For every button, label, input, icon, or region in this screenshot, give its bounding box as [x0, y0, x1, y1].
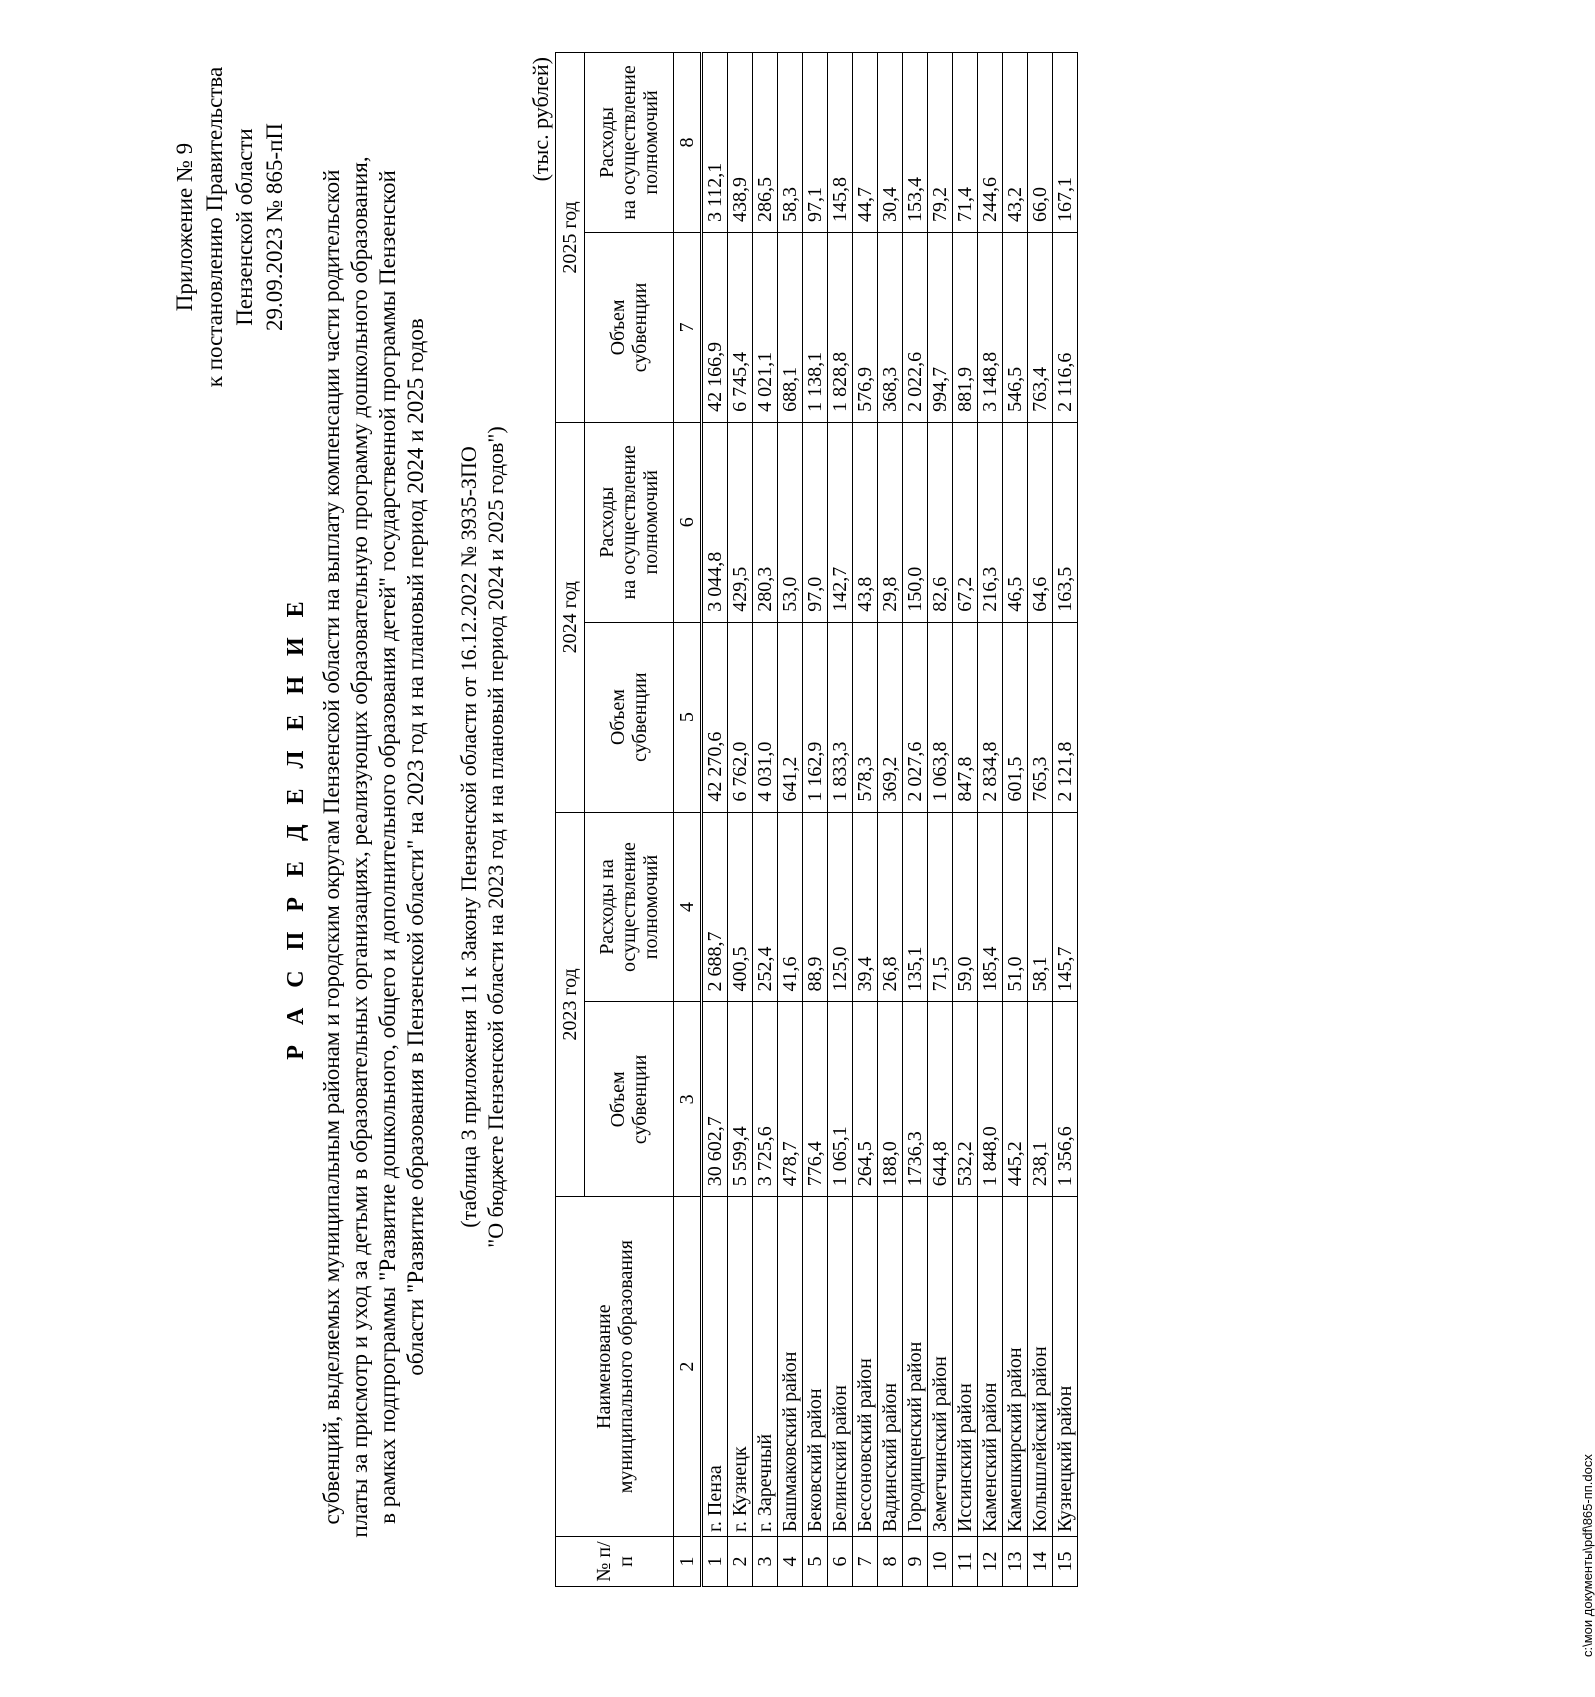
table-row — [903, 53, 928, 1587]
municipality-name: Белинский район — [828, 1197, 853, 1537]
subvention-2024: 1 833,3 — [828, 622, 853, 812]
row-number: 8 — [878, 1537, 903, 1587]
expenses-2024: 163,5 — [1053, 422, 1078, 622]
expenses-2025: 79,2 — [928, 53, 953, 233]
subvention-2025: 368,3 — [878, 232, 903, 422]
subtitle-line: платы за присмотр и уход за детьми в образовательных организациях, реализующих образовательную программу дошкольного образования, — [347, 156, 372, 1538]
column-index: 4 — [674, 812, 702, 1002]
municipality-name: г. Кузнецк — [728, 1197, 753, 1537]
table-row — [953, 53, 978, 1587]
row-number: 15 — [1053, 1537, 1078, 1587]
subvention-2024: 578,3 — [853, 622, 878, 812]
expenses-2025: 145,8 — [828, 53, 853, 233]
subvention-2025: 763,4 — [1028, 232, 1053, 422]
subvention-2023: 1 848,0 — [978, 1002, 1003, 1197]
subtitle-line: субвенций, выделяемых муниципальным районам и городским округам Пензенской области на выплату компенсации части родительской — [319, 169, 344, 1525]
subvention-2023: 188,0 — [878, 1002, 903, 1197]
expenses-2025: 244,6 — [978, 53, 1003, 233]
expenses-2024: 64,6 — [1028, 422, 1053, 622]
subvention-2023: 478,7 — [778, 1002, 803, 1197]
expenses-2023: 59,0 — [953, 812, 978, 1002]
subvention-2025: 2 116,6 — [1053, 232, 1078, 422]
header-text: субвенции — [629, 282, 651, 373]
expenses-2024: 29,8 — [878, 422, 903, 622]
expenses-2023: 51,0 — [1003, 812, 1028, 1002]
header-year-2024: 2024 год — [556, 422, 585, 812]
header-text: на осуществление — [618, 445, 640, 600]
expenses-2024: 429,5 — [728, 422, 753, 622]
subvention-2025: 2 022,6 — [903, 232, 928, 422]
subvention-2023: 1736,3 — [903, 1002, 928, 1197]
expenses-2023: 39,4 — [853, 812, 878, 1002]
expenses-2025: 58,3 — [778, 53, 803, 233]
expenses-2024: 97,0 — [803, 422, 828, 622]
expenses-2024: 150,0 — [903, 422, 928, 622]
column-index: 7 — [674, 232, 702, 422]
subvention-2024: 2 834,8 — [978, 622, 1003, 812]
header-expenses-2024 — [585, 422, 674, 622]
header-text: Расходы — [596, 486, 618, 558]
expenses-2023: 26,8 — [878, 812, 903, 1002]
row-number: 10 — [928, 1537, 953, 1587]
subvention-2023: 5 599,4 — [728, 1002, 753, 1197]
subvention-2023: 238,1 — [1028, 1002, 1053, 1197]
header-text: полномочий — [640, 470, 662, 575]
header-text: Объем — [607, 1071, 629, 1128]
document-heading: Р А С П Р Е Д Е Л Е Н И Е — [283, 594, 309, 1060]
expenses-2024: 3 044,8 — [702, 422, 728, 622]
source-note — [455, 237, 509, 1437]
table-row — [753, 53, 778, 1587]
column-index: 3 — [674, 1002, 702, 1197]
expenses-2023: 71,5 — [928, 812, 953, 1002]
subvention-2023: 264,5 — [853, 1002, 878, 1197]
expenses-2023: 2 688,7 — [702, 812, 728, 1002]
subvention-2023: 776,4 — [803, 1002, 828, 1197]
source-line: (таблица 3 приложения 11 к Закону Пензенской области от 16.12.2022 № 3935-ЗПО — [456, 446, 481, 1228]
header-text: Объем — [607, 689, 629, 746]
expenses-2025: 71,4 — [953, 53, 978, 233]
subvention-2024: 369,2 — [878, 622, 903, 812]
appendix-region: Пензенской области — [232, 128, 257, 326]
expenses-2024: 67,2 — [953, 422, 978, 622]
expenses-2025: 3 112,1 — [702, 53, 728, 233]
municipality-name: Башмаковский район — [778, 1197, 803, 1537]
municipality-name: Камешкирский район — [1003, 1197, 1028, 1537]
header-text: Объем — [607, 299, 629, 356]
header-subvention-2023 — [585, 1002, 674, 1197]
expenses-2023: 125,0 — [828, 812, 853, 1002]
subvention-2024: 6 762,0 — [728, 622, 753, 812]
subvention-2024: 765,3 — [1028, 622, 1053, 812]
document-subtitle — [318, 107, 430, 1587]
header-subvention-2025 — [585, 232, 674, 422]
header-expenses-2023 — [585, 812, 674, 1002]
expenses-2024: 43,8 — [853, 422, 878, 622]
column-index: 6 — [674, 422, 702, 622]
appendix-reference: к постановлению Правительства — [202, 66, 227, 388]
column-index: 1 — [674, 1537, 702, 1587]
table-row — [978, 53, 1003, 1587]
expenses-2025: 66,0 — [1028, 53, 1053, 233]
header-text: полномочий — [640, 90, 662, 195]
header-municipality-line: Наименование — [592, 1304, 615, 1429]
subvention-2024: 1 162,9 — [803, 622, 828, 812]
subvention-2023: 445,2 — [1003, 1002, 1028, 1197]
subvention-2025: 6 745,4 — [728, 232, 753, 422]
subvention-2023: 644,8 — [928, 1002, 953, 1197]
expenses-2024: 46,5 — [1003, 422, 1028, 622]
subvention-2025: 688,1 — [778, 232, 803, 422]
subvention-2023: 30 602,7 — [702, 1002, 728, 1197]
row-number: 13 — [1003, 1537, 1028, 1587]
table-row — [778, 53, 803, 1587]
row-number: 11 — [953, 1537, 978, 1587]
units-label: (тыс. рублей) — [528, 57, 553, 182]
row-number: 14 — [1028, 1537, 1053, 1587]
row-number: 12 — [978, 1537, 1003, 1587]
row-number: 6 — [828, 1537, 853, 1587]
subvention-2024: 641,2 — [778, 622, 803, 812]
appendix-title: Приложение № 9 — [172, 142, 197, 312]
expenses-2025: 43,2 — [1003, 53, 1028, 233]
subvention-2024: 1 063,8 — [928, 622, 953, 812]
municipality-name: г. Пенза — [702, 1197, 728, 1537]
distribution-table — [555, 52, 1078, 1587]
expenses-2025: 30,4 — [878, 53, 903, 233]
expenses-2024: 142,7 — [828, 422, 853, 622]
header-municipality-line: муниципального образования — [614, 1240, 637, 1494]
table-row — [1053, 53, 1078, 1587]
table-row — [853, 53, 878, 1587]
header-text: субвенции — [629, 672, 651, 762]
table-row — [928, 53, 953, 1587]
subvention-2025: 1 138,1 — [803, 232, 828, 422]
subvention-2024: 601,5 — [1003, 622, 1028, 812]
municipality-name: Земетчинский район — [928, 1197, 953, 1537]
expenses-2023: 58,1 — [1028, 812, 1053, 1002]
table-row — [803, 53, 828, 1587]
expenses-2023: 41,6 — [778, 812, 803, 1002]
subvention-2025: 576,9 — [853, 232, 878, 422]
subtitle-line: в рамках подпрограммы "Развитие дошкольного, общего и дополнительного образования детей" государственной программы Пензенской — [375, 170, 400, 1524]
expenses-2024: 216,3 — [978, 422, 1003, 622]
subvention-2023: 1 065,1 — [828, 1002, 853, 1197]
municipality-name: Бессоновский район — [853, 1197, 878, 1537]
column-index: 5 — [674, 622, 702, 812]
row-number: 5 — [803, 1537, 828, 1587]
expenses-2023: 185,4 — [978, 812, 1003, 1002]
subvention-2025: 546,5 — [1003, 232, 1028, 422]
subtitle-line: области "Развитие образования в Пензенской области" на 2023 год и на плановый период 2024 и 2025 годов — [403, 318, 428, 1376]
municipality-name: Иссинский район — [953, 1197, 978, 1537]
header-text: на осуществление — [618, 65, 640, 220]
header-text: субвенции — [629, 1054, 651, 1145]
table-row — [1003, 53, 1028, 1587]
subvention-2025: 4 021,1 — [753, 232, 778, 422]
file-path-footer: c:\мои документы\pdf\865-пп.docx — [1580, 1454, 1595, 1657]
subvention-2024: 4 031,0 — [753, 622, 778, 812]
subvention-2025: 881,9 — [953, 232, 978, 422]
expenses-2025: 167,1 — [1053, 53, 1078, 233]
expenses-2025: 97,1 — [803, 53, 828, 233]
expenses-2024: 82,6 — [928, 422, 953, 622]
expenses-2023: 145,7 — [1053, 812, 1078, 1002]
subvention-2023: 532,2 — [953, 1002, 978, 1197]
row-number: 2 — [728, 1537, 753, 1587]
expenses-2023: 88,9 — [803, 812, 828, 1002]
header-number: № п/п — [556, 1537, 674, 1587]
expenses-2025: 286,5 — [753, 53, 778, 233]
row-number: 4 — [778, 1537, 803, 1587]
column-index: 2 — [674, 1197, 702, 1537]
table-row — [1028, 53, 1053, 1587]
source-line: "О бюджете Пензенской области на 2023 год и на плановый период 2024 и 2025 годов") — [483, 426, 508, 1248]
subvention-2024: 42 270,6 — [702, 622, 728, 812]
expenses-2023: 135,1 — [903, 812, 928, 1002]
header-year-2025: 2025 год — [556, 53, 585, 423]
subvention-2024: 847,8 — [953, 622, 978, 812]
column-index: 8 — [674, 53, 702, 233]
expenses-2023: 252,4 — [753, 812, 778, 1002]
table-body — [702, 53, 1078, 1587]
subvention-2023: 1 356,6 — [1053, 1002, 1078, 1197]
subvention-2023: 3 725,6 — [753, 1002, 778, 1197]
header-text: осуществление — [618, 842, 640, 972]
table-row — [878, 53, 903, 1587]
expenses-2025: 153,4 — [903, 53, 928, 233]
expenses-2023: 400,5 — [728, 812, 753, 1002]
row-number: 3 — [753, 1537, 778, 1587]
subvention-2024: 2 121,8 — [1053, 622, 1078, 812]
table-row — [828, 53, 853, 1587]
municipality-name: Каменский район — [978, 1197, 1003, 1537]
municipality-name: Бековский район — [803, 1197, 828, 1537]
municipality-name: Городищенский район — [903, 1197, 928, 1537]
subvention-2024: 2 027,6 — [903, 622, 928, 812]
header-text: Расходы — [596, 107, 618, 178]
municipality-name: Колышлейский район — [1028, 1197, 1053, 1537]
row-number: 1 — [702, 1537, 728, 1587]
header-year-2023: 2023 год — [556, 812, 585, 1197]
expenses-2025: 44,7 — [853, 53, 878, 233]
appendix-block — [170, 57, 290, 397]
header-text: полномочий — [640, 854, 662, 960]
row-number: 7 — [853, 1537, 878, 1587]
header-municipality — [556, 1197, 674, 1537]
subvention-2025: 42 166,9 — [702, 232, 728, 422]
row-number: 9 — [903, 1537, 928, 1587]
appendix-date-number: 29.09.2023 № 865-пП — [262, 122, 287, 332]
municipality-name: Кузнецкий район — [1053, 1197, 1078, 1537]
subvention-2025: 994,7 — [928, 232, 953, 422]
subvention-2025: 3 148,8 — [978, 232, 1003, 422]
header-text: Расходы на — [596, 859, 618, 955]
header-subvention-2024 — [585, 622, 674, 812]
table-row — [702, 53, 728, 1587]
table-row — [728, 53, 753, 1587]
expenses-2024: 280,3 — [753, 422, 778, 622]
municipality-name: г. Заречный — [753, 1197, 778, 1537]
expenses-2024: 53,0 — [778, 422, 803, 622]
expenses-2025: 438,9 — [728, 53, 753, 233]
header-expenses-2025 — [585, 53, 674, 233]
municipality-name: Вадинский район — [878, 1197, 903, 1537]
subvention-2025: 1 828,8 — [828, 232, 853, 422]
